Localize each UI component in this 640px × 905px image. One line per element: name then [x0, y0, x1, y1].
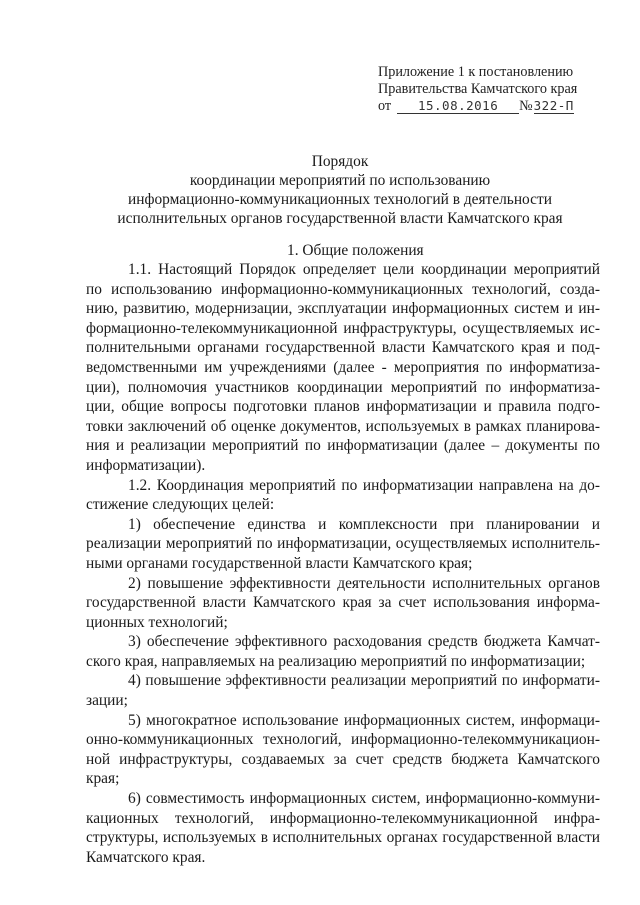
text-line: структуры, используемых в исполнительных органах государственной власти [86, 829, 600, 847]
approval-stamp [378, 64, 608, 115]
approval-number-label: № [519, 98, 533, 114]
title-line-2: координации мероприятий по использованию [189, 172, 491, 189]
text-line: кационных технологий, информационно-телекоммуникационной инфра- [86, 809, 600, 827]
text-line: края; [86, 770, 120, 788]
text-line: ведомственными им учреждениями (далее - мероприятия по информатиза- [86, 358, 600, 376]
title-line-4: исполнительных органов государственной власти Камчатского края [117, 210, 563, 227]
text-line: стижение следующих целей: [86, 496, 275, 514]
text-line: ционных технологий; [86, 613, 228, 631]
text-line: онно-коммуникационных технологий, информационно-телекоммуникацион- [86, 731, 600, 749]
text-line: информатизации). [86, 456, 206, 474]
text-line: зации; [86, 692, 128, 710]
text-line: 1.2. Координация мероприятий по информатизации направлена на до- [128, 476, 600, 494]
text-line: 3) обеспечение эффективного расходования средств бюджета Камчат- [128, 633, 600, 651]
document-body [86, 260, 600, 867]
approval-number: 322-П [533, 98, 574, 113]
approval-from-label: от [378, 98, 392, 114]
text-line: формационно-телекоммуникационной инфраструктуры, осуществляемых ис- [86, 319, 600, 337]
text-line: ния и реализации мероприятий по информатизации (далее – документы по [86, 437, 600, 455]
text-line: 6) совместимость информационных систем, информационно-коммуни- [128, 790, 600, 808]
title-line-1: Порядок [311, 153, 369, 170]
text-line: нию, развитию, модернизации, эксплуатации информационных систем и ин- [86, 300, 600, 318]
approval-line-3 [378, 98, 608, 115]
text-line: 1.1. Настоящий Порядок определяет цели координации мероприятий [128, 261, 600, 278]
title-line-3: информационно-коммуникационных технологий в деятельности [128, 191, 552, 208]
text-line: ными органами государственной власти Камчатского края; [86, 554, 473, 572]
text-line: ского края, направляемых на реализацию мероприятий по информатизации; [86, 652, 586, 670]
approval-date: 15.08.2016 [397, 99, 519, 114]
text-line: 1) обеспечение единства и комплексности при планировании и [128, 515, 600, 533]
document-title [80, 152, 600, 228]
approval-line-2: Правительства Камчатского края [378, 81, 578, 97]
text-line: ции, общие вопросы подготовки планов информатизации и правила подго- [86, 398, 600, 416]
text-line: ной инфраструктуры, создаваемых за счет средств бюджета Камчатского [86, 750, 600, 768]
text-line: 5) многократное использование информационных систем, информаци- [128, 711, 600, 729]
text-line: товки заключений об оценке документов, используемых в рамках планирова- [86, 417, 600, 435]
text-line: полнительными органами государственной власти Камчатского края и под- [86, 339, 600, 357]
text-line: государственной власти Камчатского края за счет использования информа- [86, 594, 600, 612]
text-line: ции), полномочия участников координации мероприятий по информатиза- [86, 378, 600, 396]
text-line: 2) повышение эффективности деятельности исполнительных органов [128, 574, 600, 592]
text-line: Камчатского края. [86, 848, 206, 866]
text-line: реализации мероприятий по информатизации, осуществляемых исполнитель- [86, 535, 600, 553]
section-heading: 1. Общие положения [287, 242, 424, 259]
text-line: по использованию информационно-коммуникационных технологий, созда- [86, 280, 600, 298]
text-line: 4) повышение эффективности реализации мероприятий по информати- [128, 672, 600, 690]
approval-line-1: Приложение 1 к постановлению [378, 64, 574, 80]
